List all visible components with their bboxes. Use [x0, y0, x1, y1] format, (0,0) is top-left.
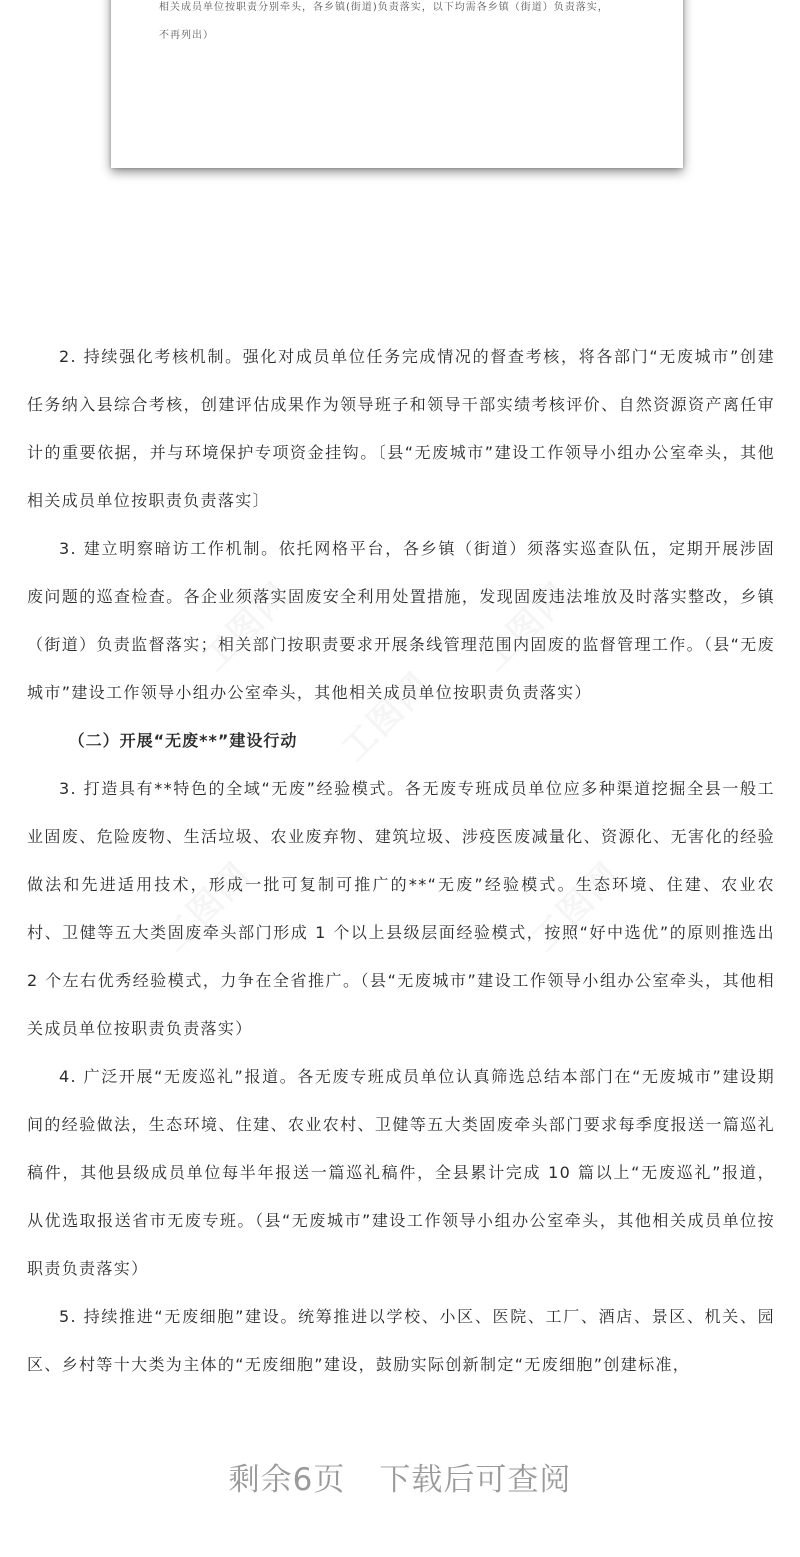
section-heading: （二）开展“无废**”建设行动	[68, 731, 298, 750]
watermark: 工图网	[524, 854, 629, 960]
download-banner[interactable]	[0, 1455, 800, 1505]
paragraph: 5. 持续推进“无废细胞”建设。统筹推进以学校、小区、医院、工厂、酒店、景区、机关、园区、乡村等十大类为主体的“无废细胞”建设，鼓励实际创新制定“无废细胞”创建标准，	[27, 1307, 775, 1374]
remaining-pages-label[interactable]: 剩余6页	[228, 1462, 346, 1498]
paragraph: 4. 广泛开展“无废巡礼”报道。各无废专班成员单位认真筛选总结本部门在“无废城市”建设期间的经验做法，生态环境、住建、农业农村、卫健等五大类固废牵头部门要求每季度报送一篇巡礼稿件，其他县级成员单位每半年报送一篇巡礼稿件，全县累计完成 10 篇以上“无废巡礼”报道，从优选取报送省市无废专班。（县“无废城市”建设工作领导小组办公室牵头，其他相关成员单位按职责负责落实）	[27, 1067, 775, 1278]
paragraph: 3. 建立明察暗访工作机制。依托网格平台，各乡镇（街道）须落实巡查队伍，定期开展涉固废问题的巡查检查。各企业须落实固废安全利用处置措施，发现固废违法堆放及时落实整改，乡镇（街道）负责监督落实；相关部门按职责要求开展条线管理范围内固废的监督管理工作。（县“无废城市”建设工作领导小组办公室牵头，其他相关成员单位按职责负责落实）	[27, 539, 775, 702]
watermark: 工图网	[154, 854, 259, 960]
watermark: 工图网	[334, 664, 439, 770]
document-body	[27, 333, 775, 1389]
watermark: 工图网	[474, 574, 579, 680]
preview-page-card	[111, 0, 683, 168]
preview-text-line: 不再列出）	[159, 30, 214, 41]
paragraph: 2. 持续强化考核机制。强化对成员单位任务完成情况的督查考核，将各部门“无废城市”创建任务纳入县综合考核，创建评估成果作为领导班子和领导干部实绩考核评价、自然资源资产离任审计的重要依据，并与环境保护专项资金挂钩。〔县“无废城市”建设工作领导小组办公室牵头，其他相关成员单位按职责负责落实〕	[27, 347, 775, 510]
download-to-view-label[interactable]: 下载后可查阅	[379, 1462, 572, 1498]
watermark: 工图网	[194, 574, 299, 680]
paragraph: 3. 打造具有**特色的全域“无废”经验模式。各无废专班成员单位应多种渠道挖掘全县一般工业固废、危险废物、生活垃圾、农业废弃物、建筑垃圾、涉疫医废减量化、资源化、无害化的经验做法和先进适用技术，形成一批可复制可推广的**“无废”经验模式。生态环境、住建、农业农村、卫健等五大类固废牵头部门形成 1 个以上县级层面经验模式，按照“好中选优”的原则推选出 2 个左右优秀经验模式，力争在全省推广。（县“无废城市”建设工作领导小组办公室牵头，其他相关成员单位按职责负责落实）	[27, 779, 775, 1038]
preview-text-line: 相关成员单位按职责分别牵头，各乡镇(街道)负责落实，以下均需各乡镇（街道）负责落实，	[159, 2, 609, 13]
